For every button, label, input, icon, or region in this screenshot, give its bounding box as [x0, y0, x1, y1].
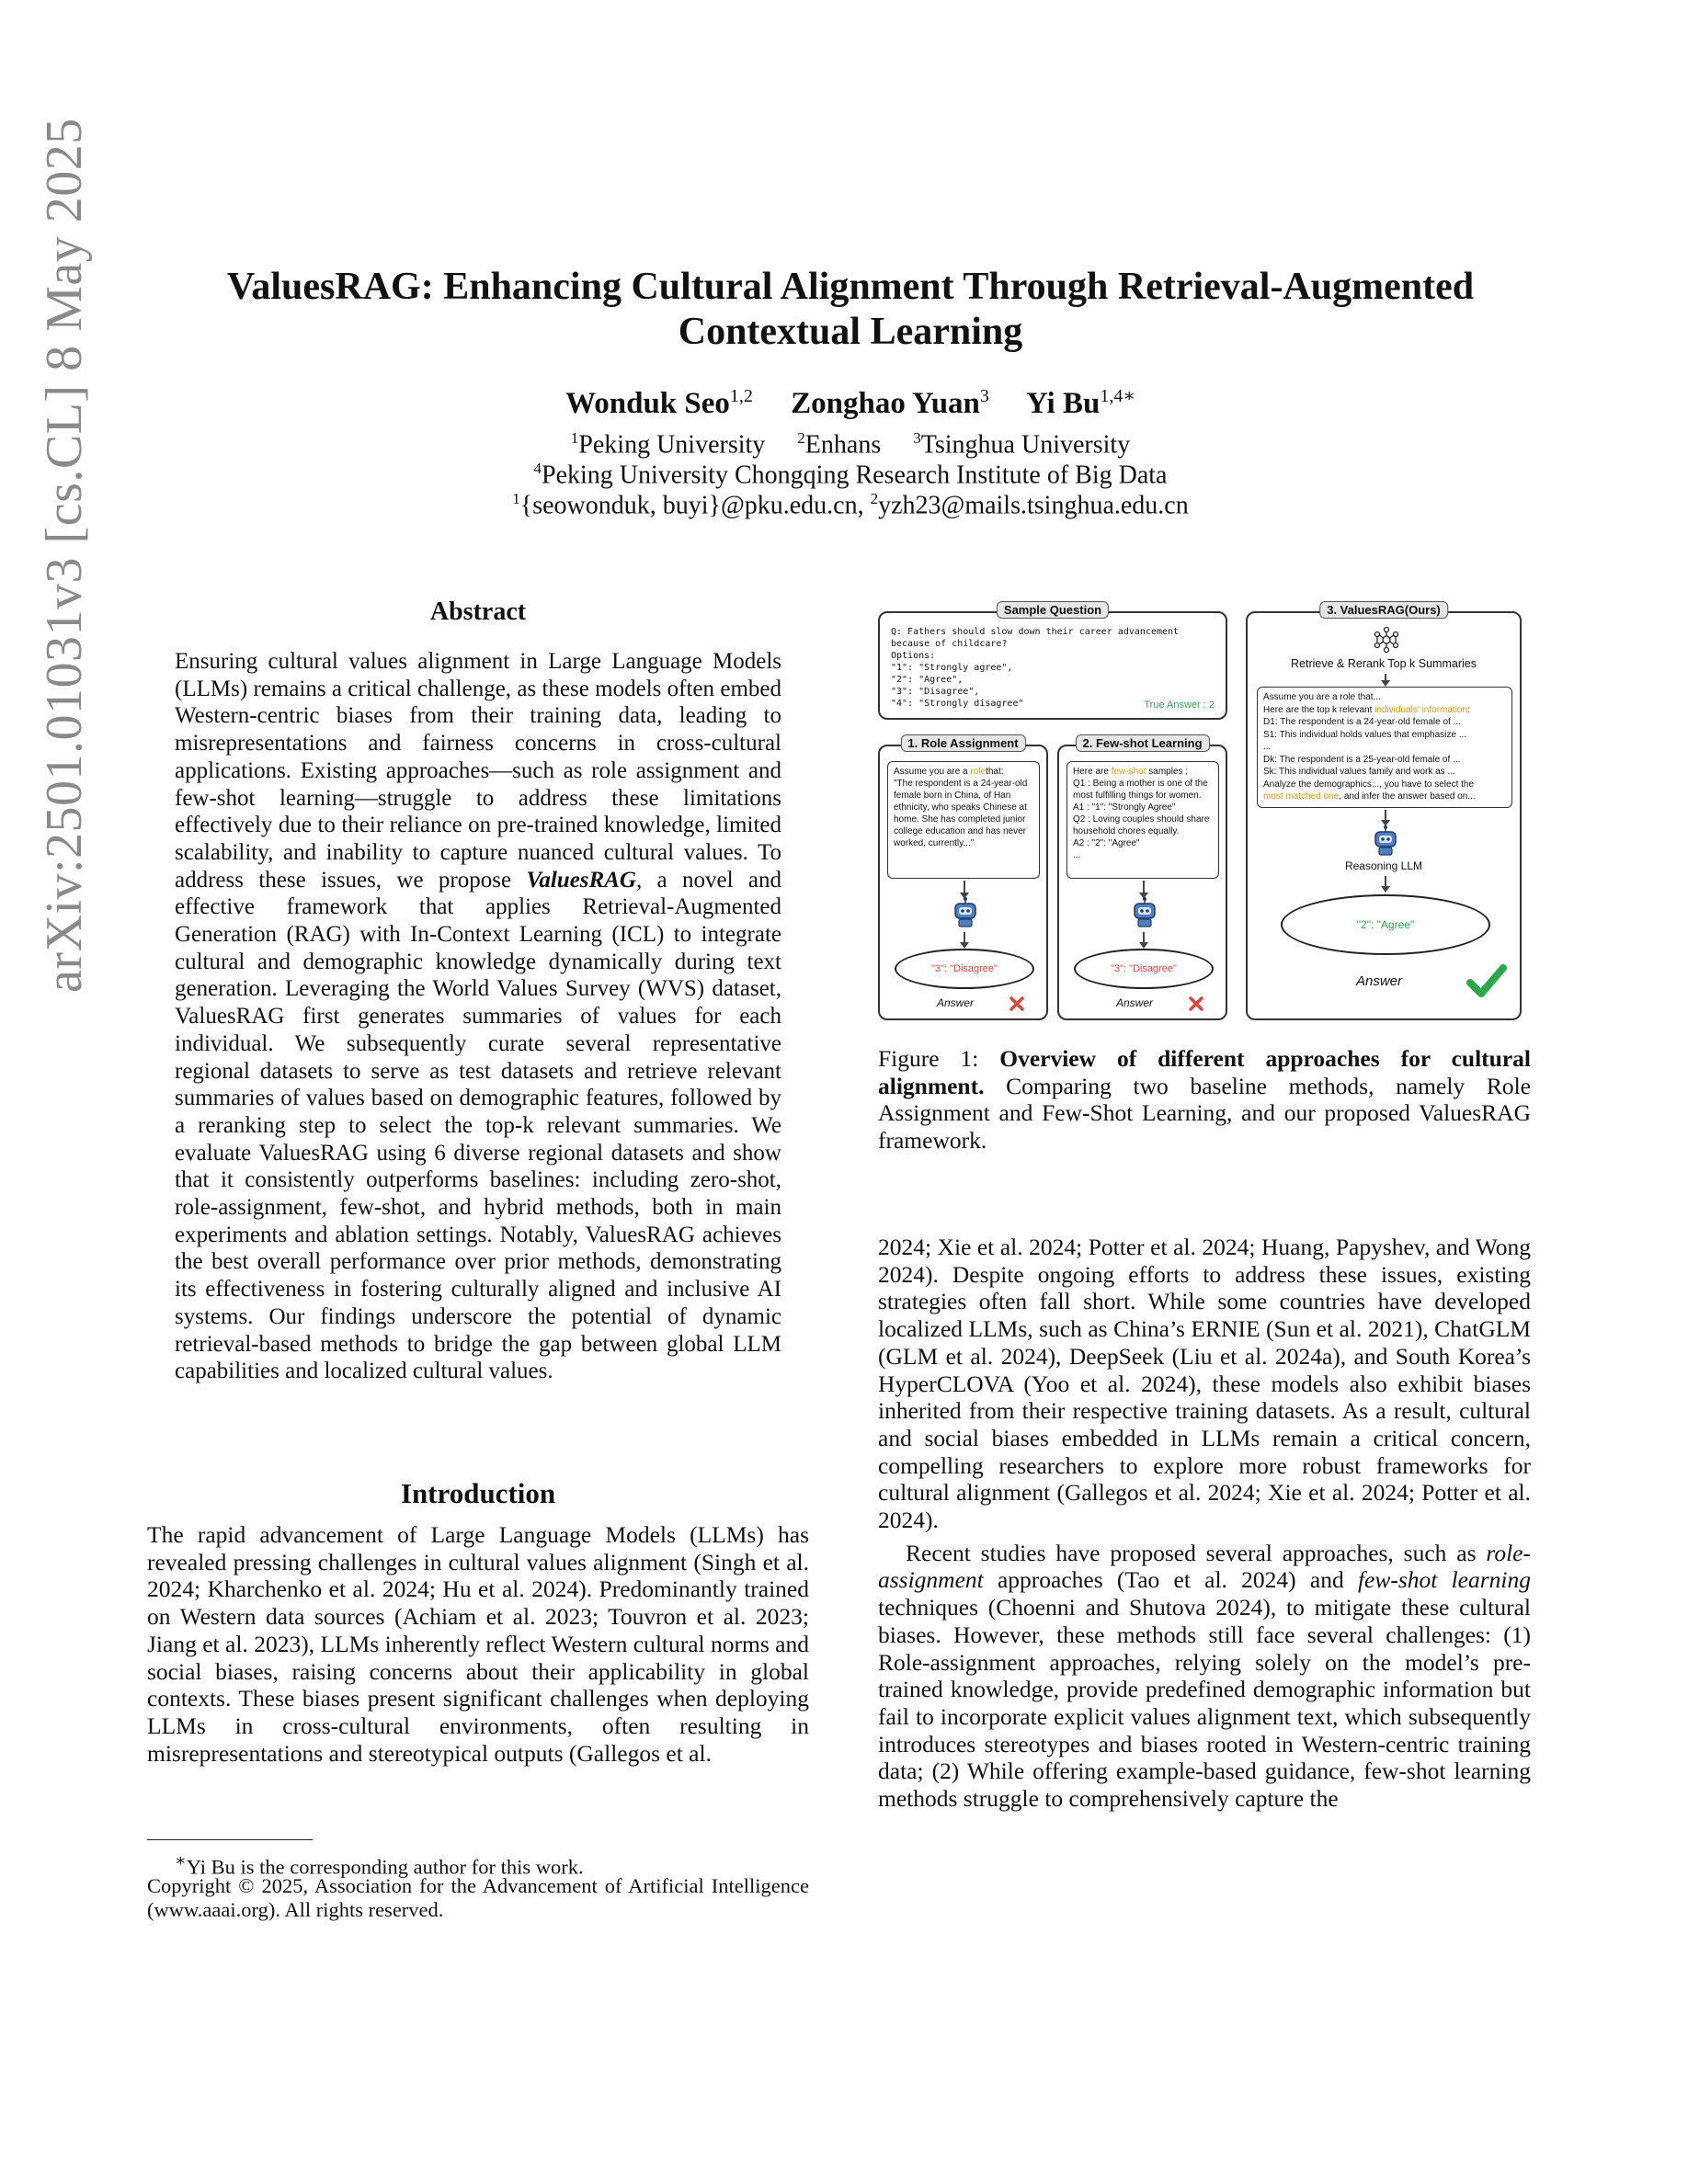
affiliation-line-2: $^4$Peking University Chongqing Research Institute of Big Data	[533, 460, 1168, 490]
robot-icon	[1369, 825, 1402, 858]
figure-caption: Figure 1: Overview of different approaches for cultural alignment. Comparing two baseline methods, namely Role Assignment and Few-Shot Learning, and our proposed ValuesRAG framework.	[878, 1045, 1531, 1155]
affiliation-line-1: $^1$Peking University $^2$Enhans $^3$Tsinghua University	[570, 429, 1131, 460]
valuesrag-panel	[1246, 603, 1522, 1020]
right-paragraph-2: Recent studies have proposed several approaches, such as role-assignment approaches (Tao et al. 2024) and few-shot learning techniques (Choenni and Shutova 2024), to mitigate these cultural biases. However, these methods still face several challenges: (1) Role-assignment approaches, relying solely on the model’s pre-trained knowledge, provide predefined demographic information but fail to incorporate explicit values alignment text, which subsequently introduces stereotypes and biases rooted in Western-centric training data; (2) While offering example-based guidance, few-shot learning methods struggle to comprehensively capture the	[878, 1539, 1531, 1813]
arrow	[1143, 881, 1145, 893]
few-shot-answer-label: Answer	[1116, 996, 1154, 1009]
role-assignment-tag: 1. Role Assignment	[900, 734, 1025, 752]
robot-icon	[1128, 896, 1161, 929]
arrow	[1143, 932, 1145, 943]
robot-icon	[949, 896, 982, 929]
author-1: Wonduk Seo$^{1,2}$	[565, 386, 753, 420]
role-prompt-body: "The respondent is a 24-year-old female born in China, of Han ethnicity, who speaks Chinese at home. She has completed junior college education and has never worked, currently..."	[894, 779, 1028, 848]
introduction-paragraph: The rapid advancement of Large Language Models (LLMs) has revealed pressing challenges in cultural values alignment (Singh et al. 2024; Kharchenko et al. 2024; Hu et al. 2024). Predominantly trained on Western data sources (Achiam et al. 2023; Touvron et al. 2023; Jiang et al. 2023), LLMs inherently reflect Western cultural norms and social biases, raising concerns about their applicability in global contexts. These biases present significant challenges when deploying LLMs in cross-cultural environments, often resulting in misrepresentations and stereotypical outputs (Gallegos et al.	[147, 1521, 809, 1767]
right-column-text	[878, 1234, 1531, 1813]
introduction-heading: Introduction	[400, 1477, 556, 1509]
paper-title	[147, 265, 1554, 355]
valuesrag-answer-label: Answer	[1356, 973, 1403, 989]
retrieve-rerank-label: Retrieve & Rerank Top k Summaries	[1291, 657, 1477, 670]
reasoning-llm-label: Reasoning LLM	[1344, 859, 1423, 872]
title-line-2: Contextual Learning	[678, 311, 1023, 353]
sample-question-panel	[878, 603, 1227, 720]
author-3: Yi $Bu^{1,4∗}$	[1025, 386, 1135, 420]
network-icon	[1373, 626, 1400, 654]
arrow	[1385, 674, 1386, 681]
title-line-1: ValuesRAG: Enhancing Cultural Alignment Through Retrieval-Augmented	[226, 266, 1475, 308]
author-list	[147, 384, 1554, 421]
sample-question-text: Q: Fathers should slow down their career advancement because of childcare? Options: "1": "Strongly agree", "2": "Agree", "3": "Disagree", "4": "Strongly disagree"	[891, 627, 1180, 709]
valuesrag-answer-ellipse: "2": "Agree"	[1281, 894, 1490, 955]
copyright-notice: Copyright © 2025, Association for the Advancement of Artificial Intelligence (www.aaai.org). All rights reserved.	[147, 1874, 809, 1921]
cross-icon	[1009, 995, 1025, 1012]
valuesrag-prompt-box: Assume you are a role that... Here are the top k relevant individuals' information: D1: The respondent is a 24-year-old female of ... S1: This individual holds values that emphasize ... ... Dk: The respondent is a 25-year-old female of ... Sk: This individual values family and work as ... Analyze the demographics..., you have to select the most matched one, and infer the answer based on...	[1257, 687, 1512, 808]
true-answer-label: True Answer : 2	[1144, 700, 1215, 711]
role-answer-label: Answer	[937, 996, 975, 1009]
framework-name: ValuesRAG	[526, 867, 636, 893]
cross-icon	[1188, 995, 1204, 1012]
role-answer-ellipse: "3": "Disagree"	[895, 949, 1034, 989]
affiliation-emails: $^1${seowonduk, buyi}@pku.edu.cn, $^2$yzh23@mails.tsinghua.edu.cn	[512, 490, 1189, 520]
arrow	[964, 881, 965, 893]
arxiv-stamp: arXiv:2501.01031v3 [cs.CL] 8 May 2025	[36, 118, 93, 993]
sample-question-tag: Sample Question	[997, 601, 1109, 619]
footnote-rule	[147, 1839, 313, 1840]
few-shot-tag: 2. Few-shot Learning	[1075, 734, 1209, 752]
author-2: Zonghao Yuan$^3$	[791, 386, 989, 420]
right-paragraph-1: 2024; Xie et al. 2024; Potter et al. 2024; Huang, Papyshev, and Wong 2024). Despite ongoing efforts to address these issues, existing strategies often fall short. While some countries have developed localized LLMs, such as China’s ERNIE (Sun et al. 2021), ChatGLM (GLM et al. 2024), DeepSeek (Liu et al. 2024a), and South Korea’s HyperCLOVA (Yoo et al. 2024), these models also exhibit biases inherited from their respective training datasets. As a result, cultural and social biases embedded in LLMs remain a critical concern, compelling researchers to explore more robust frameworks for cultural alignment (Gallegos et al. 2024; Xie et al. 2024; Potter et al. 2024).	[878, 1234, 1531, 1534]
arrow	[1385, 876, 1386, 887]
valuesrag-tag: 3. ValuesRAG(Ours)	[1319, 601, 1448, 619]
few-shot-panel	[1057, 736, 1227, 1020]
check-icon	[1466, 962, 1507, 999]
few-shot-answer-ellipse: "3": "Disagree"	[1074, 949, 1214, 989]
role-assignment-panel	[878, 736, 1048, 1020]
few-shot-prompt-box: Here are few-shot samples : Q1 : Being a mother is one of the most fulfilling things for women. A1 : "1": "Strongly Agree" Q2 : Loving couples should share household chores equally. A2 : "2": "Agree" ...	[1066, 761, 1219, 879]
abstract-heading: Abstract	[429, 597, 527, 626]
abstract-body: Ensuring cultural values alignment in Large Language Models (LLMs) remains a critical challenge, as these models often embed Western-centric biases from their training data, leading to misrepresentations and fairness concerns in cross-cultural applications. Existing approaches—such as role assignment and few-shot learning—struggle to address these limitations effectively due to their reliance on pre-trained knowledge, limited scalability, and inability to capture nuanced cultural values. To address these issues, we propose ValuesRAG, a novel and effective framework that applies Retrieval-Augmented Generation (RAG) with In-Context Learning (ICL) to integrate cultural and demographic knowledge dynamically during text generation. Leveraging the World Values Survey (WVS) dataset, ValuesRAG first generates summaries of values for each individual. We subsequently curate several representative regional datasets to serve as test datasets and retrieve relevant summaries of values based on demographic features, followed by a reranking step to select the top-k relevant summaries. We evaluate ValuesRAG using 6 diverse regional datasets and show that it consistently outperforms baselines: including zero-shot, role-assignment, few-shot, and hybrid methods, both in main experiments and ablation settings. Notably, ValuesRAG achieves the best overall performance over prior methods, demonstrating its effectiveness in fostering culturally aligned and inclusive AI systems. Our findings underscore the potential of dynamic retrieval-based methods to bridge the gap between global LLM capabilities and localized cultural values.	[175, 649, 782, 1384]
role-prompt-box: Assume you are a rolethat: "The respondent is a 24-year-old female born in China, of Han ethnicity, who speaks Chinese at home. She has completed junior college education and has never worked, currently..."	[887, 761, 1040, 879]
arrow	[1385, 810, 1386, 821]
figure-1	[878, 602, 1535, 1025]
corresponding-footnote: ∗Yi Bu is the corresponding author for this work.	[175, 1851, 584, 1879]
arrow	[964, 932, 965, 943]
